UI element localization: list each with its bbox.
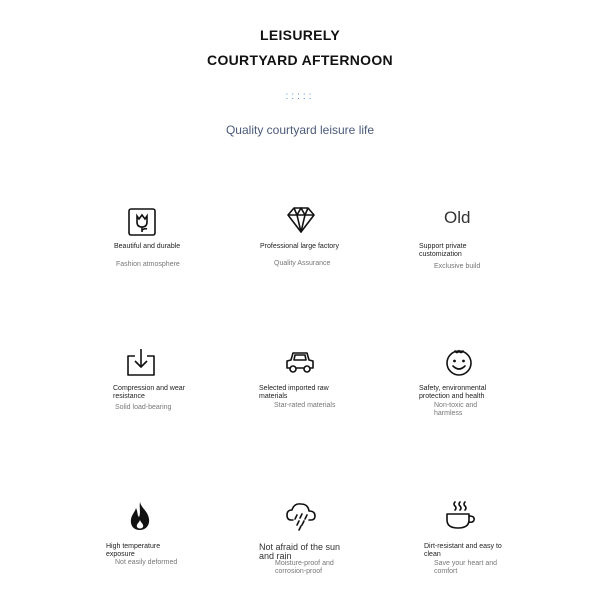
- feature-subtitle: Save your heart and comfort: [434, 560, 498, 575]
- feature-subtitle: Star-rated materials: [274, 402, 336, 409]
- page-title-line2: COURTYARD AFTERNOON: [207, 52, 393, 68]
- feature-subtitle: Quality Assurance: [274, 260, 331, 267]
- feature-subtitle: Solid load-bearing: [115, 404, 172, 411]
- cloud-rain-icon: [285, 500, 317, 532]
- feature-title: Support private customization: [419, 243, 467, 258]
- old-icon-text: Old: [444, 208, 471, 227]
- feature-subtitle: Not easily deformed: [115, 559, 178, 566]
- feature-title: Professional large factory: [260, 243, 339, 250]
- page-subtitle: Quality courtyard leisure life: [225, 123, 375, 137]
- download-tray-icon: [125, 346, 157, 378]
- coffee-cup-icon: [444, 500, 476, 532]
- feature-title: Dirt-resistant and easy to clean: [424, 543, 502, 558]
- feature-subtitle: Fashion atmosphere: [116, 261, 180, 268]
- smiley-face-icon: [443, 346, 475, 378]
- car-icon: [284, 346, 316, 378]
- feature-title: Beautiful and durable: [114, 243, 181, 250]
- feature-title: Safety, environmental protection and health: [419, 385, 487, 400]
- feature-title: Selected imported raw materials: [259, 385, 329, 400]
- feature-subtitle: Moisture-proof and corrosion-proof: [275, 560, 334, 575]
- feature-subtitle: Non-toxic and harmless: [434, 402, 478, 417]
- flower-frame-icon: [126, 206, 158, 238]
- feature-title: Compression and wear resistance: [113, 385, 185, 400]
- decorative-dots: :::::: [285, 91, 315, 102]
- feature-title: High temperature exposure: [106, 543, 161, 558]
- feature-title: Not afraid of the sun and rain: [259, 542, 341, 561]
- diamond-icon: [285, 204, 317, 236]
- page-title-line1: LEISURELY: [260, 27, 340, 43]
- feature-subtitle: Exclusive build: [434, 263, 481, 270]
- flame-icon: [124, 500, 156, 532]
